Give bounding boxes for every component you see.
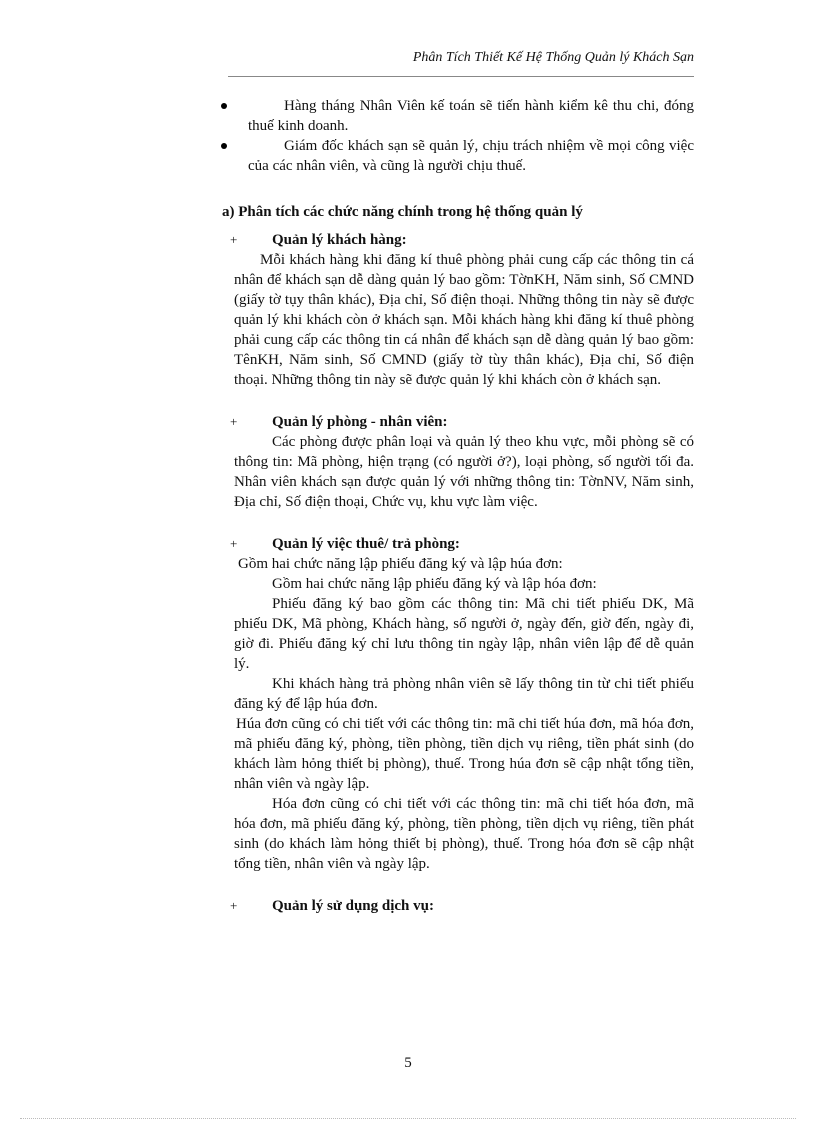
section-title xyxy=(218,896,694,916)
paragraph: Các phòng được phân loại và quản lý theo khu vực, mỗi phòng sẽ có thông tin: Mã phòng, hiện trạng (có người ở?), loại phòng, số người tối đa. Nhân viên khách sạn được quản lý với những thông tin: TờnNV, Năm sinh, Địa chỉ, Số điện thoại, Chức vụ, khu vực làm việc. xyxy=(234,434,694,510)
paragraph: Phiếu đăng ký bao gồm các thông tin: Mã chi tiết phiếu DK, Mã phiếu DK, Mã phòng, Khách hàng, số người ở, ngày đến, giờ đến, ngày đi, giờ đi. Phiếu đăng ký chỉ lưu thông tin ngày lập, nhân viên lập để dễ quản lý. xyxy=(234,596,694,672)
bullet-icon xyxy=(221,103,227,109)
bullet-text: Giám đốc khách sạn sẽ quản lý, chịu trách nhiệm về mọi công việc của các nhân viên, và cũng là người chịu thuế. xyxy=(248,138,694,174)
section-service-management xyxy=(218,896,694,916)
plus-icon: + xyxy=(230,898,238,913)
section-title xyxy=(218,412,694,432)
section-room-staff-management xyxy=(218,412,694,512)
section-heading: a) Phân tích các chức năng chính trong hệ thống quản lý xyxy=(222,204,583,220)
section-title-text: Quản lý việc thuê/ trả phòng: xyxy=(272,536,460,552)
bullet-text: Hàng tháng Nhân Viên kế toán sẽ tiến hành kiểm kê thu chi, đóng thuế kinh doanh. xyxy=(248,98,694,134)
paragraph: Gồm hai chức năng lập phiếu đăng ký và lập húa đơn: xyxy=(238,556,563,572)
section-title xyxy=(218,534,694,554)
section-guest-management xyxy=(218,230,694,390)
section-title-text: Quản lý sử dụng dịch vụ: xyxy=(272,898,434,914)
paragraph: Gồm hai chức năng lập phiếu đăng ký và lập hóa đơn: xyxy=(272,576,597,592)
header-rule xyxy=(228,76,694,77)
plus-icon: + xyxy=(230,232,238,247)
page-bottom-rule xyxy=(20,1118,796,1119)
running-header: Phân Tích Thiết Kế Hệ Thống Quản lý Khách Sạn xyxy=(412,50,694,65)
paragraph: Húa đơn cũng có chi tiết với các thông tin: mã chi tiết húa đơn, mã hóa đơn, mã phiếu đăng ký, phòng, tiền phòng, tiền dịch vụ riêng, tiền phát sinh (do khách làm hỏng thiết bị phòng), thuế. Trong húa đơn sẽ cập nhật tổng tiền, nhân viên và ngày lập. xyxy=(234,716,694,792)
bullet-icon xyxy=(221,143,227,149)
bullet-item xyxy=(218,136,694,176)
plus-icon: + xyxy=(230,536,238,551)
paragraph: Hóa đơn cũng có chi tiết với các thông tin: mã chi tiết hóa đơn, mã hóa đơn, mã phiếu đăng ký, phòng, tiền phòng, tiền dịch vụ riêng, tiền phát sinh (do khách làm hỏng thiết bị phòng), thuế. Trong hóa đơn sẽ cập nhật tổng tiền, nhân viên và ngày lập. xyxy=(234,796,694,872)
paragraph: Khi khách hàng trả phòng nhân viên sẽ lấy thông tin từ chi tiết phiếu đăng ký để lập húa đơn. xyxy=(234,676,694,712)
bullet-item xyxy=(218,96,694,136)
paragraph: Mỗi khách hàng khi đăng kí thuê phòng phải cung cấp các thông tin cá nhân để khách sạn dễ dàng quản lý bao gồm: TờnKH, Năm sinh, Số CMND (giấy tờ tụy thân khác), Địa chỉ, Số điện thoại. Những thông tin này sẽ được quản lý khi khách còn ở khách sạn. Mỗi khách hàng khi đăng kí thuê phòng phải cung cấp các thông tin cá nhân để khách sạn dễ dàng quản lý bao gồm: TênKH, Năm sinh, Số CMND (giấy tờ tùy thân khác), Địa chỉ, Số điện thoại. Những thông tin này sẽ được quản lý khi khách còn ở khách sạn. xyxy=(234,252,694,388)
section-title-text: Quản lý khách hàng: xyxy=(272,232,407,248)
section-booking-management xyxy=(218,534,694,874)
page-content xyxy=(218,96,694,916)
section-title xyxy=(218,230,694,250)
section-title-text: Quản lý phòng - nhân viên: xyxy=(272,414,448,430)
page-number: 5 xyxy=(404,1055,412,1071)
plus-icon: + xyxy=(230,414,238,429)
